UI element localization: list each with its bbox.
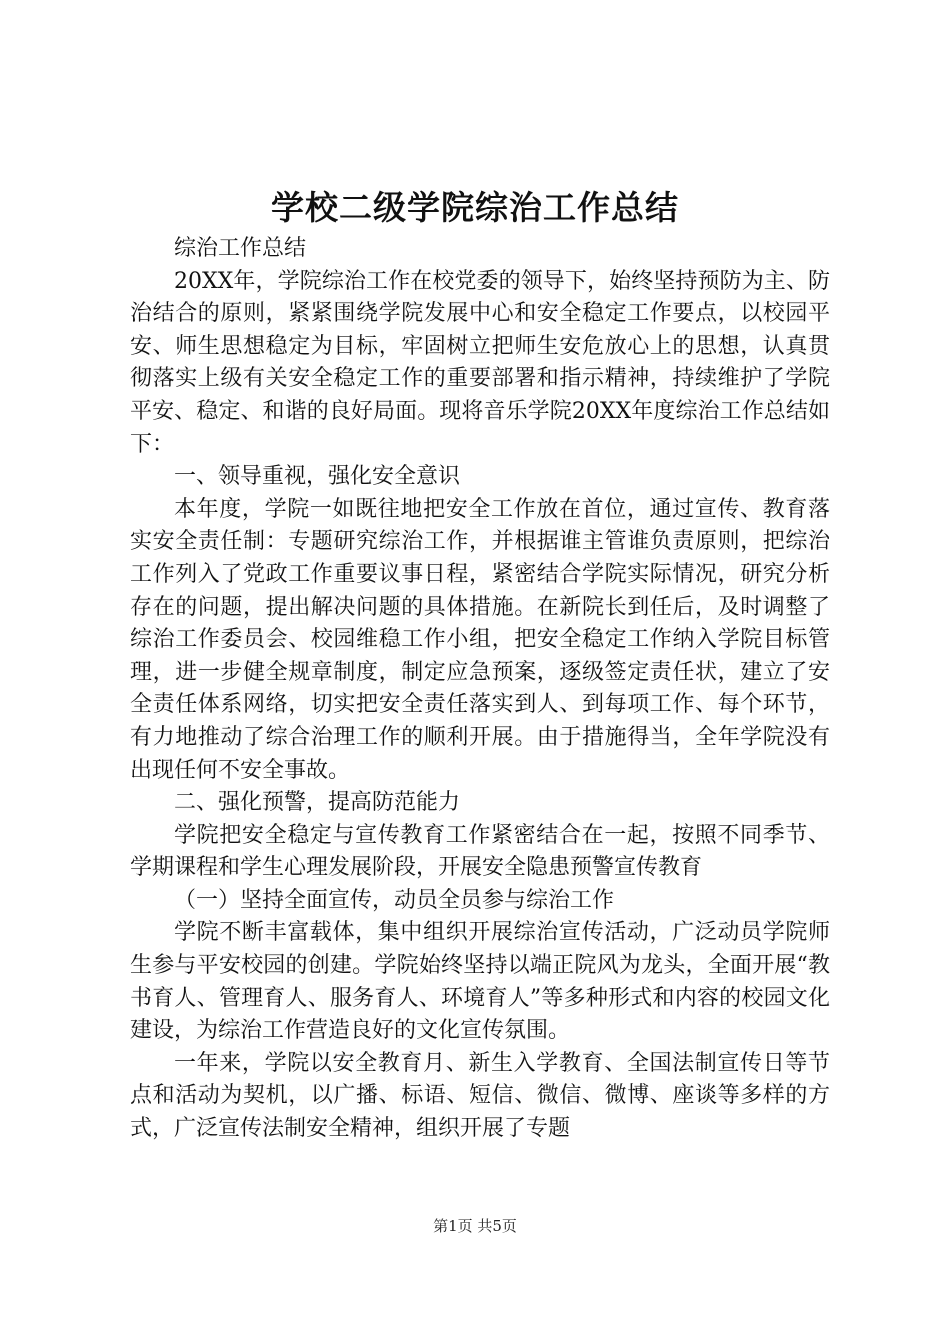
paragraph-subsection-1-continued: 一年来，学院以安全教育月、新生入学教育、全国法制宣传日等节点和活动为契机，以广播、标语、短信、微信、微博、座谈等多样的方式，广泛宣传法制安全精神，组织开展了专题 [130, 1050, 830, 1142]
paragraph-intro: 20XX年，学院综治工作在校党委的领导下，始终坚持预防为主、防治结合的原则，紧紧围绕学院发展中心和安全稳定工作要点，以校园平安、师生思想稳定为目标，牢固树立把师生安危放心上的思想，认真贯彻落实上级有关安全稳定工作的重要部署和指示精神，持续维护了学院平安、稳定、和谐的良好局面。现将音乐学院20XX年度综治工作总结如下： [130, 268, 830, 457]
paragraph-section-1: 本年度，学院一如既往地把安全工作放在首位，通过宣传、教育落实安全责任制：专题研究综治工作，并根据谁主管谁负责原则，把综治工作列入了党政工作重要议事日程，紧密结合学院实际情况，研究分析存在的问题，提出解决问题的具体措施。在新院长到任后，及时调整了综治工作委员会、校园维稳工作小组，把安全稳定工作纳入学院目标管理，进一步健全规章制度，制定应急预案，逐级签定责任状，建立了安全责任体系网络，切实把安全责任落实到人、到每项工作、每个环节，有力地推动了综合治理工作的顺利开展。由于措施得当，全年学院没有出现任何不安全事故。 [130, 496, 830, 783]
document-body [130, 233, 830, 1146]
section-heading-2: 二、强化预警，提高防范能力 [174, 790, 461, 816]
section-heading-1: 一、领导重视，强化安全意识 [174, 464, 461, 490]
paragraph-section-2: 学院把安全稳定与宣传教育工作紧密结合在一起，按照不同季节、学期课程和学生心理发展阶段，开展安全隐患预警宣传教育 [130, 822, 830, 881]
subsection-heading-1: （一）坚持全面宣传，动员全员参与综治工作 [174, 887, 615, 913]
document-title: 学校二级学院综治工作总结 [271, 188, 679, 227]
page-footer: 第1页 共5页 [433, 1217, 517, 1235]
paragraph-subtitle: 综治工作总结 [174, 236, 307, 261]
paragraph-subsection-1: 学院不断丰富载体，集中组织开展综治宣传活动，广泛动员学院师生参与平安校园的创建。学院始终坚持以端正院风为龙头，全面开展“教书育人、管理育人、服务育人、环境育人”等多种形式和内容的校园文化建设，为综治工作营造良好的文化宣传氛围。 [130, 920, 830, 1044]
